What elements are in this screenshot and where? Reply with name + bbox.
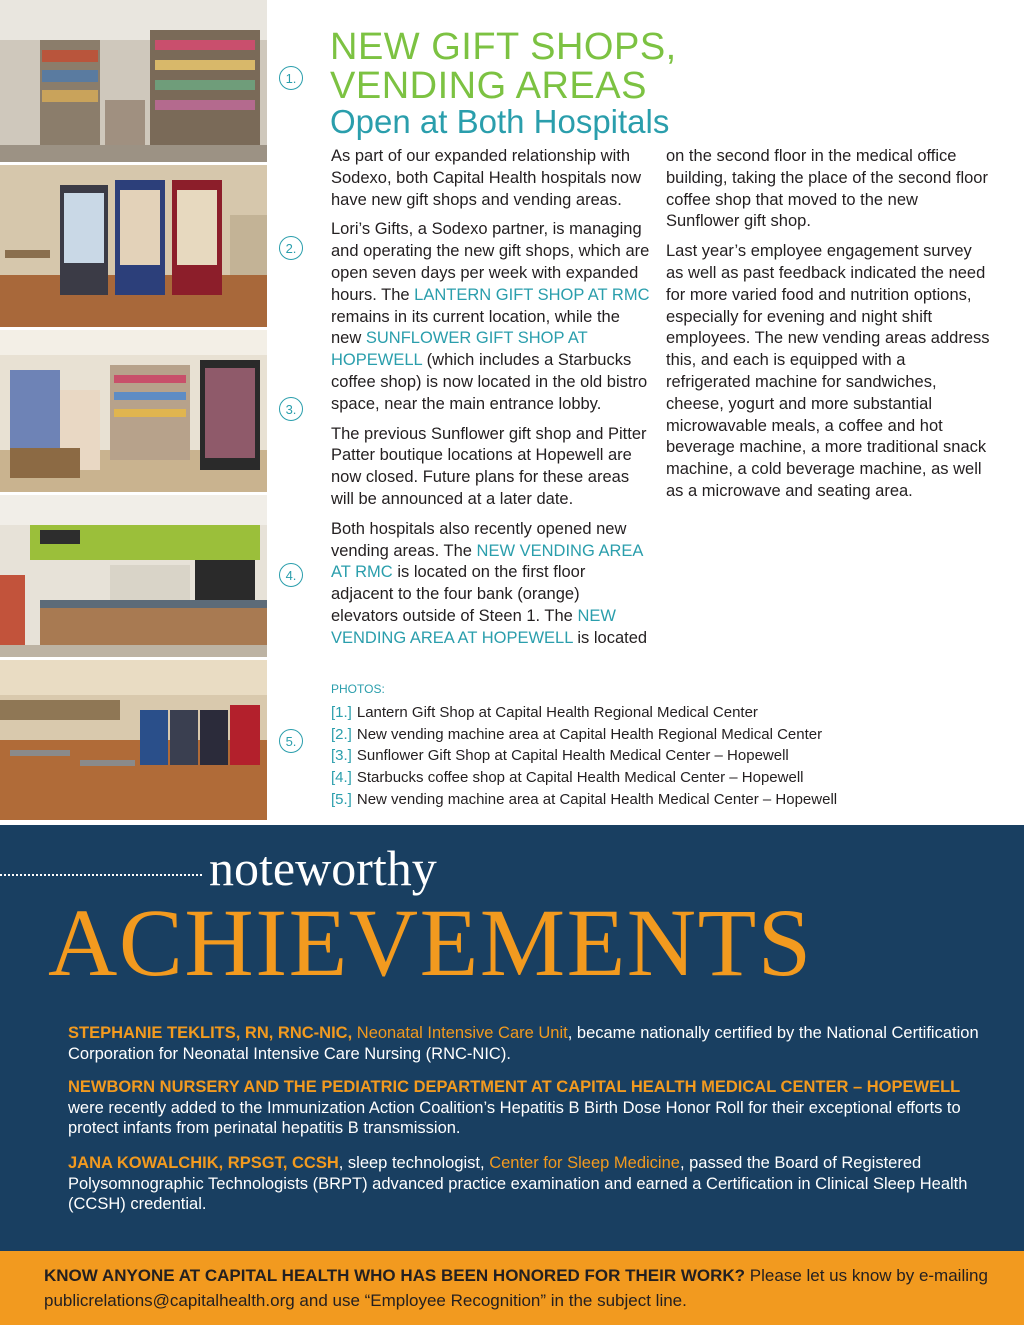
photo-caption-row: [3.] Sunflower Gift Shop at Capital Health Medical Center – Hopewell [331, 747, 789, 765]
photo-lantern-gift-shop [0, 0, 267, 162]
photo-caption-row: [4.] Starbucks coffee shop at Capital Health Medical Center – Hopewell [331, 769, 804, 787]
footer-banner [0, 1251, 1024, 1325]
photo-sunflower-gift-shop [0, 330, 267, 492]
photo-marker-5: 5. [279, 729, 303, 753]
rmc-vending-highlight: NEW VENDING AREA AT RMC [331, 541, 643, 582]
photos-heading: PHOTOS: [331, 682, 385, 696]
headline [330, 28, 677, 106]
achievements-kicker: noteworthy [209, 840, 437, 896]
achievement-unit: Center for Sleep Medicine [489, 1154, 680, 1172]
photo-rmc-vending-area [0, 165, 267, 327]
article-paragraph-4: on the second floor in the medical office building, taking the place of the second floor coffee shop that moved to the new Sunflower gift shop. [666, 147, 988, 231]
photo-captions [331, 682, 1001, 811]
dotted-rule [0, 874, 202, 876]
achievements-title: ACHIEVEMENTS [48, 889, 813, 996]
photo-marker-2: 2. [279, 236, 303, 260]
hopewell-vending-highlight: NEW VENDING AREA AT HOPEWELL [331, 606, 616, 647]
article-paragraph-4: Both hospitals also recently opened new vending areas. The NEW VENDING AREA AT RMC is located on the first floor adjacent to the four bank (orange) elevators outside of Steen 1. The NEW VENDING AREA AT HOPEWELL is located [331, 519, 648, 647]
article-paragraph-1: As part of our expanded relationship with Sodexo, both Capital Health hospitals now have new gift shops and vending areas. [331, 147, 642, 209]
article-paragraph-5: Last year’s employee engagement survey as well as past feedback indicated the need for more varied food and nutrition options, especially for evening and night shift employees. The new vending areas address this, and each is equipped with a refrigerated machine for sandwiches, cheese, yogurt and more substantial microwavable meals, a coffee and hot beverage machine, a more traditional snack machine, a cold beverage machine, as well as a microwave and seating area. [666, 242, 990, 500]
sunflower-gift-shop-highlight: SUNFLOWER GIFT SHOP AT HOPEWELL [331, 329, 588, 370]
article-column-right [666, 146, 991, 511]
achievement-unit: Neonatal Intensive Care Unit [356, 1024, 568, 1042]
achievement-item: JANA KOWALCHIK, RPSGT, CCSH, sleep technologist, Center for Sleep Medicine, passed the Board of Registered Polysomnographic Technologists (BRPT) advanced practice examination and earned a Certification in Clinical Sleep Health (CCSH) credential. [68, 1154, 968, 1213]
article-paragraph-2: Lori’s Gifts, a Sodexo partner, is managing and operating the new gift shops, which are open seven days per week with expanded hours. The LANTERN GIFT SHOP AT RMC remains in its current location, while the new SUNFLOWER GIFT SHOP AT HOPEWELL (which includes a Starbucks coffee shop) is now located in the old bistro space, near the main entrance lobby. [331, 220, 650, 413]
headline-line-1: NEW GIFT SHOPS, [330, 26, 677, 68]
footer-question: KNOW ANYONE AT CAPITAL HEALTH WHO HAS BEEN HONORED FOR THEIR WORK? [44, 1266, 746, 1285]
photo-caption-row: [5.] New vending machine area at Capital Health Medical Center – Hopewell [331, 790, 838, 808]
photo-marker-3: 3. [279, 397, 303, 421]
article-column-left [331, 146, 651, 658]
achievement-item: NEWBORN NURSERY AND THE PEDIATRIC DEPARTMENT AT CAPITAL HEALTH MEDICAL CENTER – HOPEWELL were recently added to the Immunization Action Coalition’s Hepatitis B Birth Dose Honor Roll for their exceptional efforts to protect infants from perinatal hepatitis B transmission. [68, 1078, 961, 1137]
photo-marker-4: 4. [279, 563, 303, 587]
headline-line-2: VENDING AREAS [330, 65, 647, 107]
article-paragraph-3: The previous Sunflower gift shop and Pitter Patter boutique locations at Hopewell are now closed. Future plans for these areas will be announced at a later date. [331, 424, 647, 508]
photo-marker-1: 1. [279, 66, 303, 90]
achievement-item: STEPHANIE TEKLITS, RN, RNC-NIC, Neonatal Intensive Care Unit, became nationally certified by the National Certification Corporation for Neonatal Intensive Care Nursing (RNC-NIC). [68, 1024, 979, 1063]
photo-starbucks-coffee-shop [0, 495, 267, 657]
photo-caption-row: [1.] Lantern Gift Shop at Capital Health Regional Medical Center [331, 704, 758, 721]
photo-caption-row: [2.] New vending machine area at Capital Health Regional Medical Center [331, 725, 823, 743]
photo-hopewell-vending-area [0, 660, 267, 820]
footer-text: KNOW ANYONE AT CAPITAL HEALTH WHO HAS BEEN HONORED FOR THEIR WORK? Please let us know by e-mailing publicrelations@capitalhealth.org and use “Employee Recognition” in the subject line. [44, 1266, 988, 1310]
subheadline: Open at Both Hospitals [330, 103, 670, 140]
lantern-gift-shop-highlight: LANTERN GIFT SHOP AT RMC [414, 285, 650, 304]
